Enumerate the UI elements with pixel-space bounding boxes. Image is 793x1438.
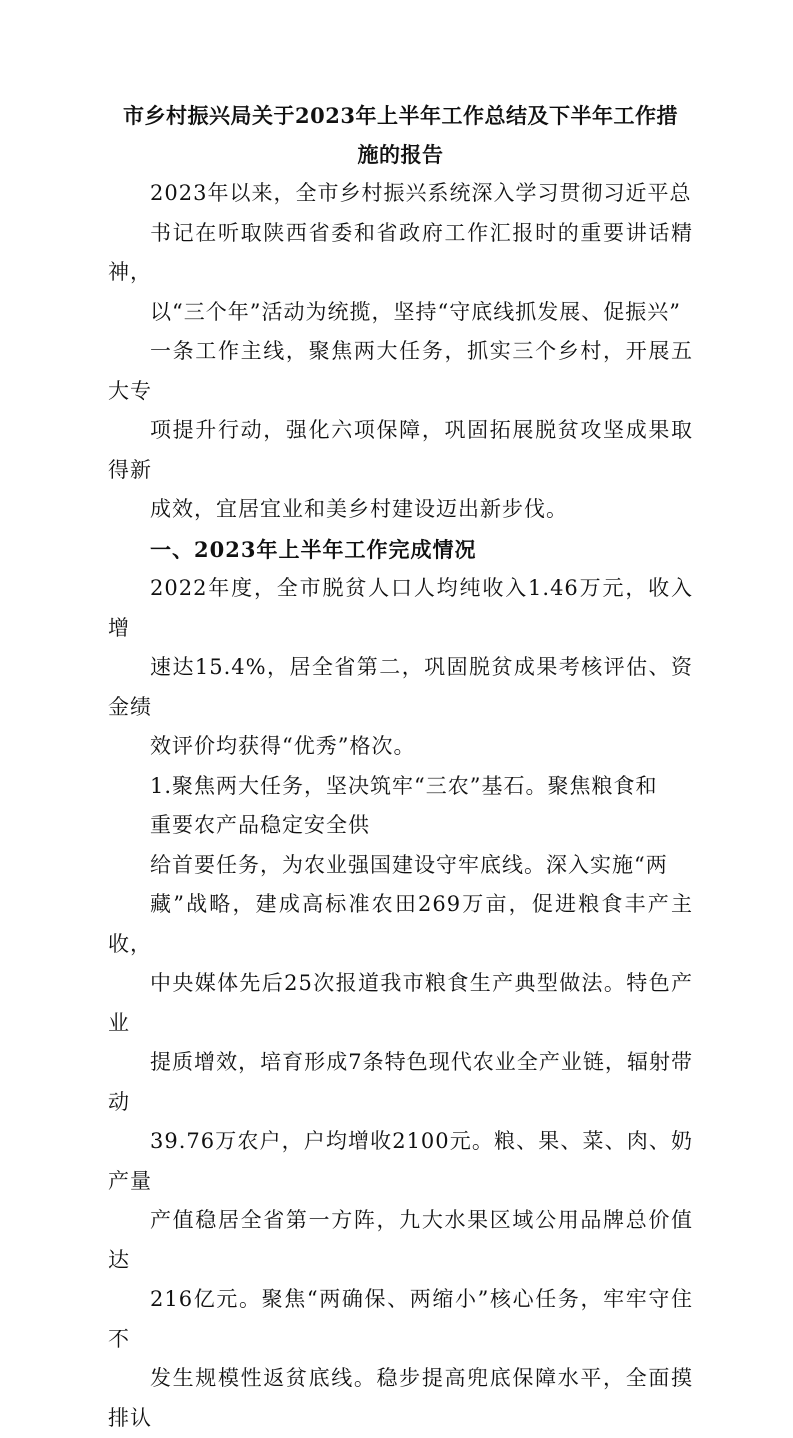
text-line: 1.聚焦两大任务，坚决筑牢“三农”基石。聚焦粮食和 (108, 767, 693, 807)
section-heading: 一、2023年上半年工作完成情况 (108, 530, 693, 570)
document-title (108, 96, 693, 174)
text-line: 2022年度，全市脱贫人口人均纯收入1.46万元，收入增 (108, 569, 693, 648)
text-line: 速达15.4%，居全省第二，巩固脱贫成果考核评估、资金绩 (108, 648, 693, 727)
text-line: 中央媒体先后25次报道我市粮食生产典型做法。特色产业 (108, 964, 693, 1043)
text-line: 发生规模性返贫底线。稳步提高兜底保障水平，全面摸排认 (108, 1359, 693, 1438)
text-line: 提质增效，培育形成7条特色现代农业全产业链，辐射带动 (108, 1043, 693, 1122)
text-line: 藏”战略，建成高标准农田269万亩，促进粮食丰产主收， (108, 885, 693, 964)
text-line: 项提升行动，强化六项保障，巩固拓展脱贫攻坚成果取得新 (108, 411, 693, 490)
text-line: 书记在听取陕西省委和省政府工作汇报时的重要讲话精神， (108, 214, 693, 293)
text-line: 以“三个年”活动为统揽，坚持“守底线抓发展、促振兴” (108, 293, 693, 333)
text-line: 2023年以来，全市乡村振兴系统深入学习贯彻习近平总 (108, 174, 693, 214)
item-paragraph (108, 767, 693, 846)
section-paragraph (108, 569, 693, 767)
text-line: 产值稳居全省第一方阵，九大水果区域公用品牌总价值达 (108, 1201, 693, 1280)
text-line: 给首要任务，为农业强国建设守牢底线。深入实施“两 (108, 846, 693, 886)
text-line: 39.76万农户，户均增收2100元。粮、果、菜、肉、奶产量 (108, 1122, 693, 1201)
title-line: 市乡村振兴局关于2023年上半年工作总结及下半年工作措 (108, 96, 693, 135)
text-line: 一条工作主线，聚焦两大任务，抓实三个乡村，开展五大专 (108, 332, 693, 411)
text-line: 重要农产品稳定安全供 (108, 806, 693, 846)
text-line: 成效，宜居宜业和美乡村建设迈出新步伐。 (108, 490, 693, 530)
title-line: 施的报告 (108, 135, 693, 174)
item-body-paragraph (108, 846, 693, 1438)
text-line: 216亿元。聚焦“两确保、两缩小”核心任务，牢牢守住不 (108, 1280, 693, 1359)
intro-paragraph (108, 174, 693, 530)
text-line: 效评价均获得“优秀”格次。 (108, 727, 693, 767)
